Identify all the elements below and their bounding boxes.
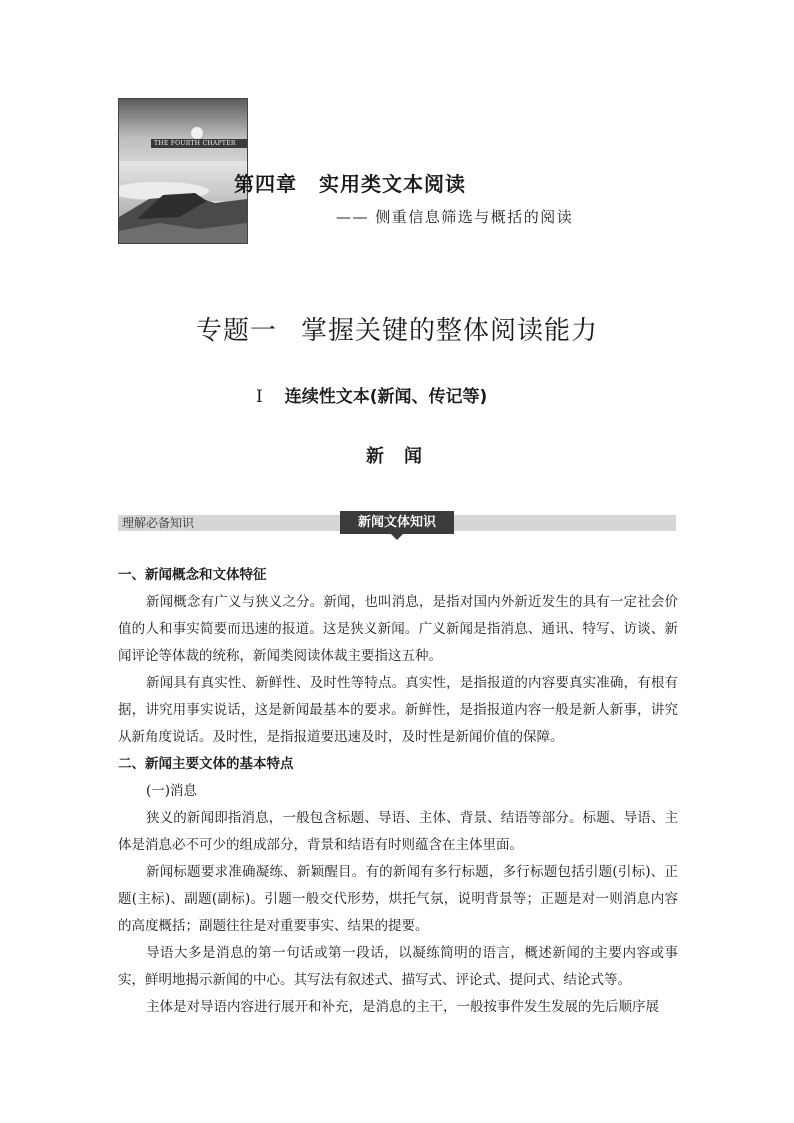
paragraph-2: 新闻具有真实性、新鲜性、及时性等特点。真实性，是指报道的内容要真实准确，有根有据，讲究用事实说话，这是新闻最基本的要求。新鲜性，是指报道内容一般是新人新事，讲究从新角度说话。及时性，是指报道要迅速及时，及时性是新闻价值的保障。 <box>118 675 678 745</box>
chapter-name: 实用类文本阅读 <box>319 172 466 196</box>
bar-left-label: 理解必备知识 <box>122 516 195 530</box>
chapter-subtitle: —— 侧重信息筛选与概括的阅读 <box>336 208 574 226</box>
bar-tab-label: 新闻文体知识 <box>340 511 454 534</box>
chapter-cover-photo <box>118 98 248 244</box>
chapter-number: 第四章 <box>234 172 297 196</box>
heading-2: 二、新闻主要文体的基本特点 <box>118 756 294 772</box>
section-title <box>256 382 487 407</box>
chapter-photo-banner: THE FOURTH CHAPTER <box>151 139 247 148</box>
seascape-image <box>119 99 247 243</box>
heading-1: 一、新闻概念和文体特征 <box>118 567 267 583</box>
topic-number: 专题一 <box>195 316 277 346</box>
body-content <box>118 562 678 1021</box>
subheading-1: (一)消息 <box>146 783 198 799</box>
paragraph-5: 导语大多是消息的第一句话或第一段话，以凝练简明的语言，概述新闻的主要内容或事实，鲜明地揭示新闻的中心。其写法有叙述式、描写式、评论式、提问式、结论式等。 <box>118 945 678 988</box>
chapter-title <box>234 168 466 197</box>
genre-title: 新闻 <box>366 446 442 467</box>
paragraph-4: 新闻标题要求准确凝练、新颖醒目。有的新闻有多行标题，多行标题包括引题(引标)、正题(主标)、副题(副标)。引题一般交代形势，烘托气氛，说明背景等；正题是对一则消息内容的高度概括；副题往往是对重要事实、结果的提要。 <box>118 864 678 934</box>
topic-name: 掌握关键的整体阅读能力 <box>301 316 599 346</box>
paragraph-6: 主体是对导语内容进行展开和补充，是消息的主干，一般按事件发生发展的先后顺序展 <box>146 999 659 1015</box>
knowledge-bar <box>118 515 676 531</box>
topic-title <box>0 310 794 347</box>
section-number: Ⅰ <box>256 387 263 407</box>
section-name: 连续性文本(新闻、传记等) <box>284 387 488 407</box>
paragraph-1: 新闻概念有广义与狭义之分。新闻，也叫消息，是指对国内外新近发生的具有一定社会价值的人和事实简要而迅速的报道。这是狭义新闻。广义新闻是指消息、通讯、特写、访谈、新闻评论等体裁的统称，新闻类阅读体裁主要指这五种。 <box>118 594 678 664</box>
paragraph-3: 狭义的新闻即指消息，一般包含标题、导语、主体、背景、结语等部分。标题、导语、主体是消息必不可少的组成部分，背景和结语有时则蕴含在主体里面。 <box>118 810 678 853</box>
